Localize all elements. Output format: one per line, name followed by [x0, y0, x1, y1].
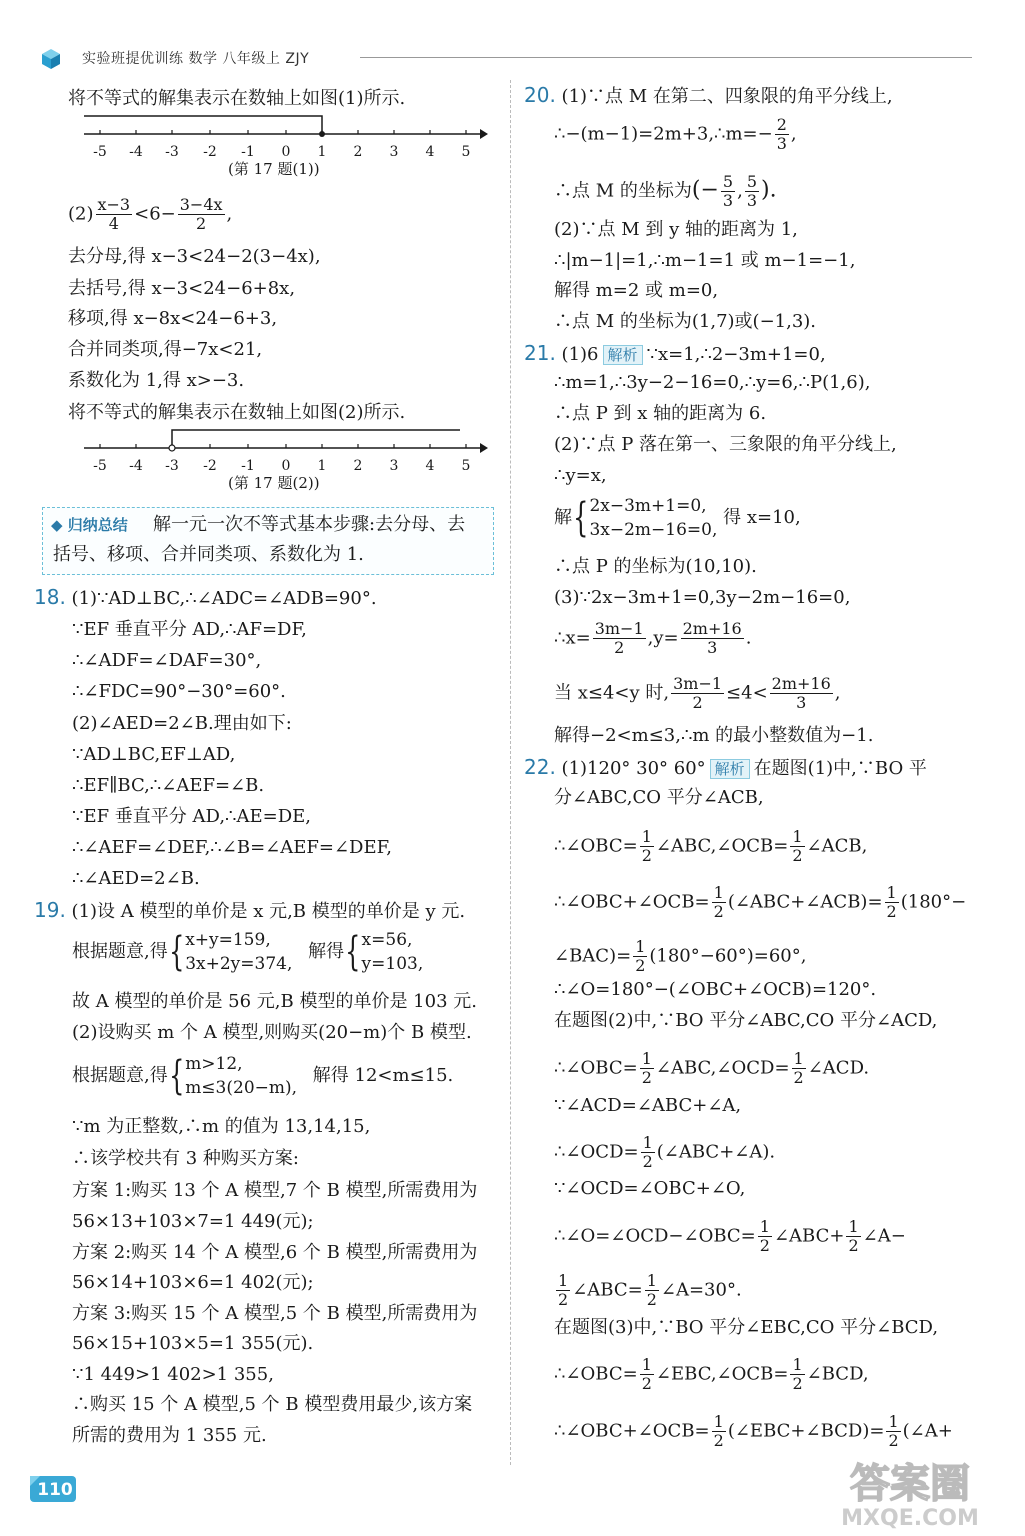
text-line: ∴该学校共有 3 种购买方案:: [72, 1148, 299, 1169]
text-line: 在题图(3)中,∵BO 平分∠EBC,CO 平分∠BCD,: [554, 1317, 939, 1338]
text-line: ∴点 M 的坐标为(1,7)或(−1,3).: [554, 311, 817, 332]
open-endpoint: [169, 445, 175, 451]
tick-label: 0: [281, 458, 291, 474]
question-18: 18. (1)∵AD⊥BC,∴∠ADC=∠ADB=90°.: [34, 585, 377, 609]
watermark-logo: [815, 1455, 1005, 1530]
header-rule: [360, 57, 972, 58]
page-header: [30, 40, 975, 80]
page-number: 110: [37, 1480, 73, 1500]
number-line-2: [80, 426, 490, 476]
tick-label: -2: [203, 144, 217, 160]
text-line: 方案 2:购买 14 个 A 模型,6 个 B 模型,所需费用为: [72, 1242, 478, 1263]
analysis-tag: 解析: [710, 759, 750, 779]
text-line: 移项,得 x−8x<24−6+3,: [68, 308, 278, 329]
tick-label: -5: [93, 144, 107, 160]
question-19: 19. (1)设 A 模型的单价是 x 元,B 模型的单价是 y 元.: [34, 898, 466, 922]
text-line: ∵EF 垂直平分 AD,∴AF=DF,: [72, 619, 307, 640]
text-line: 解得−2<m≤3,∴m 的最小整数值为−1.: [554, 725, 874, 746]
text-line: ∴∠ADF=∠DAF=30°,: [72, 650, 262, 671]
tick-label: -4: [129, 144, 143, 160]
question-20: 20. (1)∵点 M 在第二、四象限的角平分线上,: [524, 83, 893, 107]
text-line: ∵AD⊥BC,EF⊥AD,: [72, 744, 236, 765]
tick-label: -3: [165, 458, 179, 474]
tick-label: 3: [389, 458, 399, 474]
book-title: 实验班提优训练 数学 八年级上 ZJY: [82, 51, 310, 67]
tick-label: 4: [425, 458, 435, 474]
text-line: ∴购买 15 个 A 模型,5 个 B 模型费用最少,该方案: [72, 1394, 473, 1415]
text-line: 将不等式的解集表示在数轴上如图(1)所示.: [68, 88, 406, 109]
tick-label: -3: [165, 144, 179, 160]
text-line: 56×13+103×7=1 449(元);: [72, 1211, 314, 1232]
text-line: 56×14+103×6=1 402(元);: [72, 1272, 314, 1293]
text-line: ∵EF 垂直平分 AD,∴AE=DE,: [72, 806, 312, 827]
text-line: ∴∠AED=2∠B.: [72, 868, 200, 889]
summary-box: [42, 507, 494, 575]
text-line: (2) $\frac{x-3}{4}$ <6− $\frac{3-4x}{2}$ ,: [68, 195, 233, 233]
text-line: ∴m=1,∴3y−2−16=0,∴y=6,∴P(1,6),: [554, 372, 871, 393]
tick-label: 0: [281, 144, 291, 160]
text-line: ∵1 449>1 402>1 355,: [72, 1364, 274, 1385]
text-line: 将不等式的解集表示在数轴上如图(2)所示.: [68, 402, 406, 423]
text-line: ∴∠OBC+∠OCB= $\frac{1}{2}$ (∠ABC+∠ACB)= $\frac{1}{2}$ (180°−: [554, 883, 967, 921]
text-line: ∴∠OCD= $\frac{1}{2}$ (∠ABC+∠A).: [554, 1133, 776, 1171]
text-line: (2)设购买 m 个 A 模型,则购买(20−m)个 B 模型.: [72, 1022, 472, 1043]
text-line: ∴点 M 的坐标为(− $\frac{5}{3}$ , $\frac{5}{3}$ ).: [554, 172, 777, 210]
tick-label: -2: [203, 458, 217, 474]
tick-label: 5: [461, 458, 471, 474]
text-line: 分∠ABC,CO 平分∠ACB,: [554, 787, 764, 808]
text-line: ∵∠OCD=∠OBC+∠O,: [554, 1178, 746, 1199]
watermark-text: 答案圈: [850, 1461, 970, 1507]
text-line: ∴∠OBC= $\frac{1}{2}$ ∠ABC,∠OCD= $\frac{1}{2}$ ∠ACD.: [554, 1049, 870, 1087]
text-line: 系数化为 1,得 x>−3.: [68, 370, 245, 391]
solution-ray: [172, 430, 460, 448]
text-line: ∴∠FDC=90°−30°=60°.: [72, 681, 286, 702]
column-divider: [510, 80, 511, 1465]
page-number-badge: [30, 1472, 76, 1504]
text-line: ∴点 P 到 x 轴的距离为 6.: [554, 403, 767, 424]
text-line: 合并同类项,得−7x<21,: [68, 339, 263, 360]
text-line: 当 x≤4<y 时, $\frac{3m-1}{2}$ ≤4< $\frac{2m+16}{3}$ ,: [554, 674, 841, 712]
text-line: ∴y=x,: [554, 465, 607, 486]
cube-logo-icon: [40, 48, 62, 70]
tick-label: 4: [425, 144, 435, 160]
text-line: 故 A 模型的单价是 56 元,B 模型的单价是 103 元.: [72, 991, 477, 1012]
text-line: ∴∠OBC= $\frac{1}{2}$ ∠EBC,∠OCB= $\frac{1}{2}$ ∠BCD,: [554, 1355, 869, 1393]
text-line: 方案 1:购买 13 个 A 模型,7 个 B 模型,所需费用为: [72, 1180, 478, 1201]
text-line: 解得 m=2 或 m=0,: [554, 280, 719, 301]
text-line: (2)∠AED=2∠B.理由如下:: [72, 713, 292, 734]
text-line: ∵m 为正整数,∴m 的值为 13,14,15,: [72, 1116, 371, 1137]
text-line: $\frac{1}{2}$ ∠ABC= $\frac{1}{2}$ ∠A=30°.: [558, 1271, 742, 1309]
summary-text: 括号、移项、合并同类项、系数化为 1.: [53, 544, 364, 565]
text-line: ∴EF∥BC,∴∠AEF=∠B.: [72, 775, 265, 796]
system-line: 根据题意,得{ x+y=159, 3x+2y=374, 解得{ x=56, y=103,: [72, 929, 424, 975]
text-line: ∴−(m−1)=2m+3,∴m=− $\frac{2}{3}$ ,: [554, 115, 797, 153]
text-line: ∴∠AEF=∠DEF,∴∠B=∠AEF=∠DEF,: [72, 837, 393, 858]
number-line-1: [80, 112, 490, 162]
text-line: (3)∵2x−3m+1=0,3y−2m−16=0,: [554, 587, 851, 608]
analysis-tag: 解析: [603, 345, 643, 365]
tick-label: -4: [129, 458, 143, 474]
system-line: 解{ 2x−3m+1=0, 3x−2m−16=0, 得 x=10,: [554, 495, 801, 541]
tick-label: 1: [317, 144, 327, 160]
text-line: (2)∵点 P 落在第一、三象限的角平分线上,: [554, 434, 897, 455]
tick-label: 3: [389, 144, 399, 160]
tick-label: 2: [353, 144, 363, 160]
text-line: 方案 3:购买 15 个 A 模型,5 个 B 模型,所需费用为: [72, 1303, 478, 1324]
text-line: ∴点 P 的坐标为(10,10).: [554, 556, 757, 577]
text-line: 在题图(2)中,∵BO 平分∠ABC,CO 平分∠ACD,: [554, 1010, 938, 1031]
text-line: ∠BAC)= $\frac{1}{2}$ (180°−60°)=60°,: [554, 937, 807, 975]
summary-label: ◆ 归纳总结: [51, 516, 128, 534]
text-line: 所需的费用为 1 355 元.: [72, 1425, 267, 1446]
text-line: ∴∠OBC= $\frac{1}{2}$ ∠ABC,∠OCB= $\frac{1}{2}$ ∠ACB,: [554, 827, 868, 865]
tick-label: 2: [353, 458, 363, 474]
figure-caption: (第 17 题(2)): [228, 474, 320, 492]
text-line: 去分母,得 x−3<24−2(3−4x),: [68, 246, 321, 267]
text-line: ∴∠O=∠OCD−∠OBC= $\frac{1}{2}$ ∠ABC+ $\frac{1}{2}$ ∠A−: [554, 1217, 906, 1255]
text-line: ∴∠OBC+∠OCB= $\frac{1}{2}$ (∠EBC+∠BCD)= $\frac{1}{2}$ (∠A+: [554, 1412, 953, 1450]
tick-label: -1: [241, 458, 255, 474]
text-line: 去括号,得 x−3<24−6+8x,: [68, 278, 296, 299]
tick-label: 1: [317, 458, 327, 474]
summary-text: 解一元一次不等式基本步骤:去分母、去: [153, 514, 466, 535]
figure-caption: (第 17 题(1)): [228, 160, 320, 178]
question-21: 21. (1)6 解析 ∵x=1,∴2−3m+1=0,: [524, 341, 826, 365]
system-line: 根据题意,得{ m>12, m≤3(20−m), 解得 12<m≤15.: [72, 1053, 454, 1099]
text-line: ∴x= $\frac{3m-1}{2}$ ,y= $\frac{2m+16}{3}$ .: [554, 619, 752, 657]
text-line: ∵∠ACD=∠ABC+∠A,: [554, 1095, 742, 1116]
text-line: (2)∵点 M 到 y 轴的距离为 1,: [554, 219, 798, 240]
question-22: 22. (1)120° 30° 60° 解析 在题图(1)中,∵BO 平: [524, 755, 927, 779]
tick-label: 5: [461, 144, 471, 160]
endpoint-dot: [319, 131, 325, 137]
tick-label: -1: [241, 144, 255, 160]
text-line: ∴|m−1|=1,∴m−1=1 或 m−1=−1,: [554, 250, 856, 271]
watermark-url: MXQE.COM: [841, 1506, 979, 1530]
text-line: ∴∠O=180°−(∠OBC+∠OCB)=120°.: [554, 979, 877, 1000]
text-line: 56×15+103×5=1 355(元).: [72, 1333, 314, 1354]
tick-label: -5: [93, 458, 107, 474]
